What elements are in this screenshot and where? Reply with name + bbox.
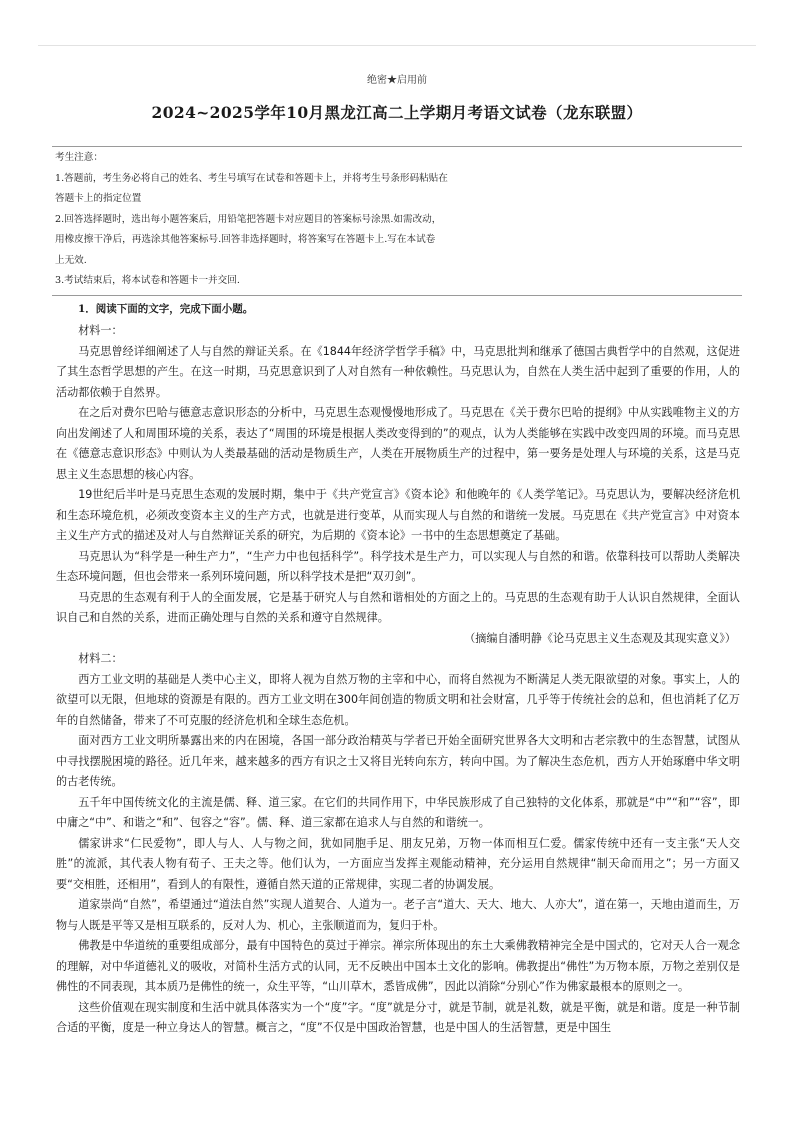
reading-passage (56, 321, 740, 1039)
notice-line: 上无效. (55, 254, 87, 266)
paragraph: 在之后对费尔巴哈与德意志意识形态的分析中，马克思生态观慢慢地形成了。马克思在《关于费尔巴哈的提纲》中从实践唯物主义的方向出发阐述了人和周围环境的关系，表达了“周围的环境是根据人类改变得到的”的观点，认为人类能够在实践中改变四周的环境。而马克思在《德意志意识形态》中则认为人类最基础的活动是物质生产，人类在开展物质生产的过程中，第一要务是处理人与环境的关系，这是马克思主义生态思想的核心内容。 (56, 406, 740, 481)
question-heading: 1．阅读下面的文字，完成下面小题。 (78, 303, 254, 315)
notice-line: 用橡皮擦干净后，再选涂其他答案标号.回答非选择题时，将答案写在答题卡上.写在本试卷 (55, 234, 436, 245)
notice-top-rule (52, 146, 742, 147)
paragraph: 马克思的生态观有利于人的全面发展，它是基于研究人与自然和谐相处的方面之上的。马克思的生态观有助于人认识自然规律，全面认识自己和自然的关系，进而正确处理与自然的关系和遵守自然规律。 (56, 590, 740, 624)
confidential-mark: 绝密★启用前 (367, 75, 427, 86)
paragraph: 面对西方工业文明所暴露出来的内在困境，各国一部分政治精英与学者已开始全面研究世界各大文明和古老宗教中的生态智慧，试图从中寻找摆脱困境的路径。近几年来，越来越多的西方有识之士又将目光转向东方，转向中国。为了解决生态危机，西方人开始琢磨中华文明的古老传统。 (56, 734, 740, 788)
exam-notice (55, 148, 525, 292)
material-label: 材料一： (78, 324, 123, 337)
top-divider (38, 45, 756, 46)
paragraph: 这些价值观在现实制度和生活中就具体落实为一个“度”字。“度”就是分寸，就是节制，就是礼数，就是平衡，就是和谐。度是一种节制合适的平衡，度是一种立身达人的智慧。概言之，“度”不仅是中国政治智慧，也是中国人的生活智慧，更是中国生 (56, 1000, 740, 1034)
paragraph: 19世纪后半叶是马克思生态观的发展时期，集中于《共产党宣言》《资本论》和他晚年的《人类学笔记》。马克思认为，要解决经济危机和生态环境危机，必须改变资本主义的生产方式，也就是进行变革，从而实现人与自然的和谐统一发展。马克思在《共产党宣言》中对资本主义生产方式的描述及对人与自然辩证关系的研究，为后期的《资本论》一书中的生态思想奠定了基础。 (56, 488, 740, 542)
paragraph: 西方工业文明的基础是人类中心主义，即将人视为自然万物的主宰和中心，而将自然视为不断满足人类无限欲望的对象。事实上，人的欲望可以无限，但地球的资源是有限的。西方工业文明在300年间创造的物质文明和社会财富，几乎等于传统社会的总和，但也消耗了亿万年的自然储备，带来了不可克服的经济危机和全球生态危机。 (56, 672, 740, 727)
paragraph: 儒家讲求“仁民爱物”，即人与人、人与物之间，犹如同胞手足、朋友兄弟，万物一体而相互仁爱。儒家传统中还有一支主张“天人交胜”的流派，其代表人物有荀子、王夫之等。他们认为，一方面应当发挥主观能动精神，充分运用自然规律“制天命而用之”；另一方面又要“交相胜，还相用”，看到人的有限性，遵循自然天道的正常规律，实现二者的协调发展。 (56, 836, 740, 891)
notice-line: 3.考试结束后，将本试卷和答题卡一并交回. (55, 275, 240, 286)
paragraph: 道家崇尚“自然”，希望通过“道法自然”实现人道契合、人道为一。老子言“道大、天大、地大、人亦大”，道在第一，天地由道而生，万物与人既是平等又是相互联系的，反对人为、机心，主张顺道而为，复归于朴。 (56, 898, 740, 932)
paragraph: 佛教是中华道统的重要组成部分，最有中国特色的莫过于禅宗。禅宗所体现出的东土大乘佛教精神完全是中国式的，它对天人合一观念的理解，对中华道德礼义的吸收，对简朴生活方式的认同，无不反映出中国本土文化的影响。佛教提出“佛性”为万物本原，万物之差别仅是佛性的不同表现，其本质乃是佛性的统一，众生平等，“山川草木，悉皆成佛”，因此以消除“分别心”作为佛家最根本的原则之一。 (56, 939, 740, 993)
paragraph: 五千年中国传统文化的主流是儒、释、道三家。在它们的共同作用下，中华民族形成了自己独特的文化体系，那就是“中”“和”“容”，即中庸之“中”、和谐之“和”、包容之“容”。儒、释、道三家都在追求人与自然的和谐统一。 (56, 795, 740, 829)
material-label: 材料二： (78, 652, 123, 665)
notice-line: 2.回答选择题时，选出每小题答案后，用铅笔把答题卡对应题目的答案标号涂黑.如需改动， (55, 213, 442, 225)
notice-line: 答题卡上的指定位置 (55, 193, 142, 204)
paragraph: 马克思曾经详细阐述了人与自然的辩证关系。在《1844年经济学哲学手稿》中，马克思批判和继承了德国古典哲学中的自然观，这促进了其生态哲学思想的产生。在这一时期，马克思意识到了人对自然有一种依赖性。马克思认为，自然在人类生活中起到了重要的作用，人的活动都依赖于自然界。 (56, 344, 740, 399)
notice-heading: 考生注意： (55, 152, 103, 163)
paragraph: 马克思认为“科学是一种生产力”，“生产力中也包括科学”。科学技术是生产力，可以实现人与自然的和谐。依靠科技可以帮助人类解决生态环境问题，但也会带来一系列环境问题，所以科学技术是把“双刃剑”。 (56, 549, 740, 583)
source-citation: （摘编自潘明静《论马克思主义生态观及其现实意义》） (464, 631, 736, 645)
notice-line: 1.答题前，考生务必将自己的姓名、考生号填写在试卷和答题卡上，并将考生号条形码粘贴在 (55, 172, 448, 184)
notice-bottom-rule (52, 295, 742, 296)
exam-title: 2024~2025学年10月黑龙江高二上学期月考语文试卷（龙东联盟） (151, 103, 643, 122)
